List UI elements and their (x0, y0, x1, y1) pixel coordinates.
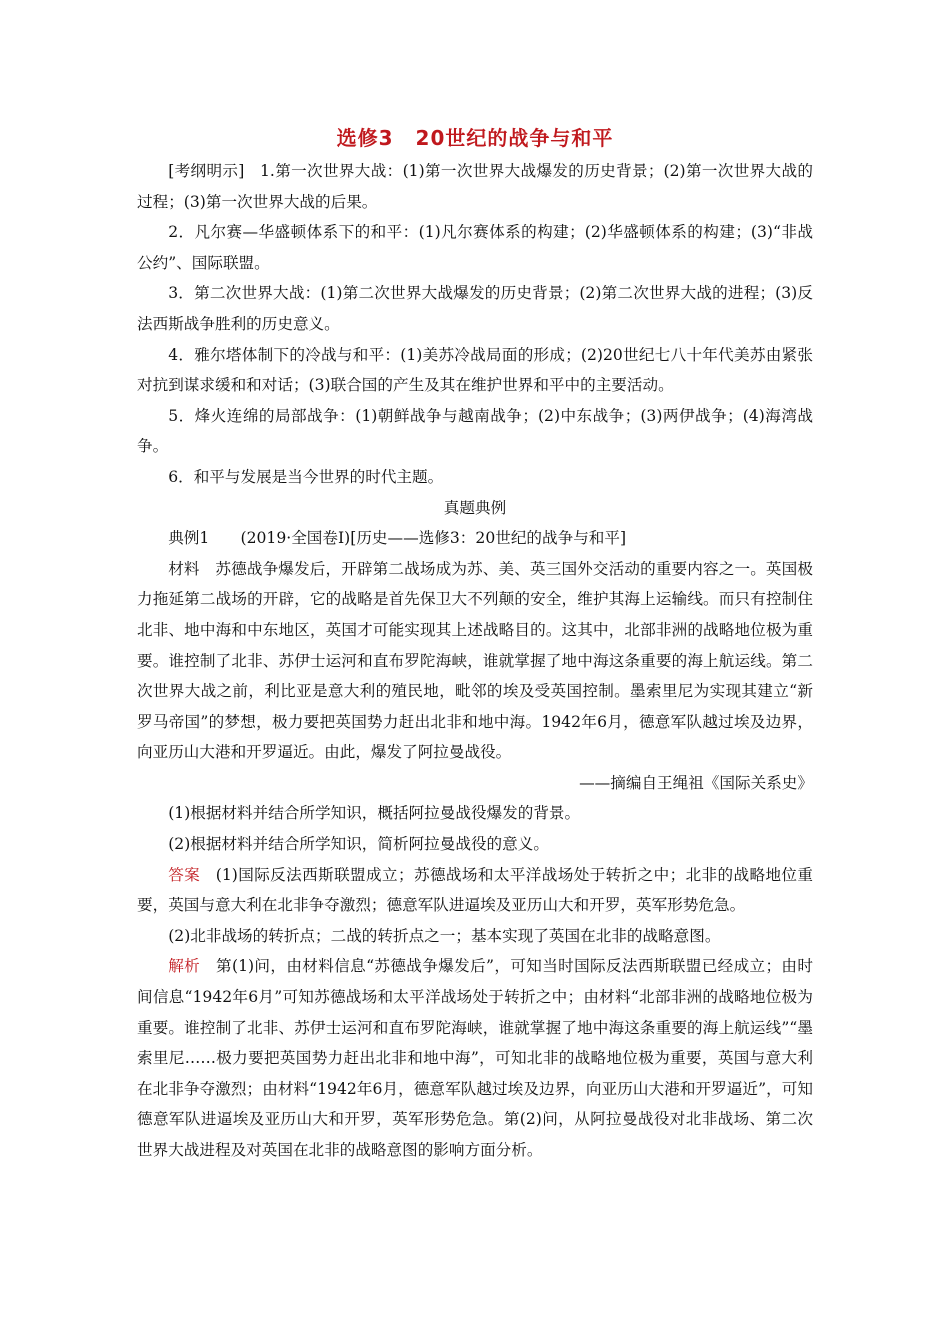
material-text: 苏德战争爆发后，开辟第二战场成为苏、美、英三国外交活动的重要内容之一。英国极力拖延第二战场的开辟，它的战略是首先保卫大不列颠的安全，维护其海上运输线。而只有控制住北非、地中海和中东地区，英国才可能实现其上述战略目的。这其中，北部非洲的战略地位极为重要。谁控制了北非、苏伊士运河和直布罗陀海峡，谁就掌握了地中海这条重要的海上航运线。第二次世界大战之前，利比亚是意大利的殖民地，毗邻的埃及受英国控制。墨索里尼为实现其建立“新罗马帝国”的梦想，极力要把英国势力赶出北非和地中海。1942年6月，德意军队越过埃及边界，向亚历山大港和开罗逼近。由此，爆发了阿拉曼战役。 (137, 559, 813, 762)
answer-label: 答案 (168, 865, 201, 884)
outline-item: 2．凡尔赛—华盛顿体系下的和平：(1)凡尔赛体系的构建；(2)华盛顿体系的构建；(3)“非战公约”、国际联盟。 (137, 223, 813, 272)
analysis-text: 第(1)问，由材料信息“苏德战争爆发后”，可知当时国际反法西斯联盟已经成立；由时间信息“1942年6月”可知苏德战场和太平洋战场处于转折之中；由材料“北部非洲的战略地位极为重要。谁控制了北非、苏伊士运河和直布罗陀海峡，谁就掌握了地中海这条重要的海上航运线”“墨索里尼……极力要把英国势力赶出北非和地中海”，可知北非的战略地位极为重要，英国与意大利在北非争夺激烈；由材料“1942年6月，德意军队越过埃及边界，向亚历山大港和开罗逼近”，可知德意军队进逼埃及亚历山大和开罗，英军形势危急。第(2)问，从阿拉曼战役对北非战场、第二次世界大战进程及对英国在北非的战略意图的影响方面分析。 (137, 957, 813, 1159)
document-body (137, 156, 813, 1166)
page-title (0, 122, 950, 151)
answer-text-1: (1)国际反法西斯联盟成立；苏德战场和太平洋战场处于转折之中；北非的战略地位重要，英国与意大利在北非争夺激烈；德意军队进逼埃及亚历山大和开罗，英军形势危急。 (137, 865, 813, 915)
outline-item-text: 1.第一次世界大战：(1)第一次世界大战爆发的历史背景；(2)第一次世界大战的过程；(3)第一次世界大战的后果。 (137, 162, 814, 211)
outline-item (137, 156, 813, 217)
answer-text-2: (2)北非战场的转折点；二战的转折点之一；基本实现了英国在北非的战略意图。 (168, 926, 721, 945)
title-part1: 选修3 (336, 126, 394, 150)
material-label: 材料 (168, 559, 200, 578)
analysis-label: 解析 (168, 957, 201, 976)
example-label: 典例1 (168, 529, 210, 548)
section-heading: 真题典例 (443, 498, 507, 517)
question-1: (1)根据材料并结合所学知识，概括阿拉曼战役爆发的背景。 (168, 804, 581, 823)
outline-label: [考纲明示] (168, 162, 245, 180)
citation: ——摘编自王绳祖《国际关系史》 (579, 773, 813, 792)
answer-paragraph (137, 860, 813, 921)
material-paragraph (137, 554, 813, 768)
analysis-paragraph (137, 951, 813, 1165)
outline-item: 5．烽火连绵的局部战争：(1)朝鲜战争与越南战争；(2)中东战争；(3)两伊战争；(4)海湾战争。 (137, 406, 813, 456)
question-2: (2)根据材料并结合所学知识，简析阿拉曼战役的意义。 (168, 835, 549, 854)
outline-item: 4．雅尔塔体制下的冷战与和平：(1)美苏冷战局面的形成；(2)20世纪七八十年代美苏由紧张对抗到谋求缓和和对话；(3)联合国的产生及其在维护世界和平中的主要活动。 (137, 345, 813, 395)
example-header (137, 523, 813, 554)
example-source: (2019·全国卷Ⅰ)[历史——选修3：20世纪的战争与和平] (240, 529, 627, 548)
outline-item: 3．第二次世界大战：(1)第二次世界大战爆发的历史背景；(2)第二次世界大战的进程；(3)反法西斯战争胜利的历史意义。 (137, 284, 813, 333)
title-part2: 20世纪的战争与和平 (415, 126, 614, 150)
outline-item: 6．和平与发展是当今世界的时代主题。 (168, 467, 444, 486)
